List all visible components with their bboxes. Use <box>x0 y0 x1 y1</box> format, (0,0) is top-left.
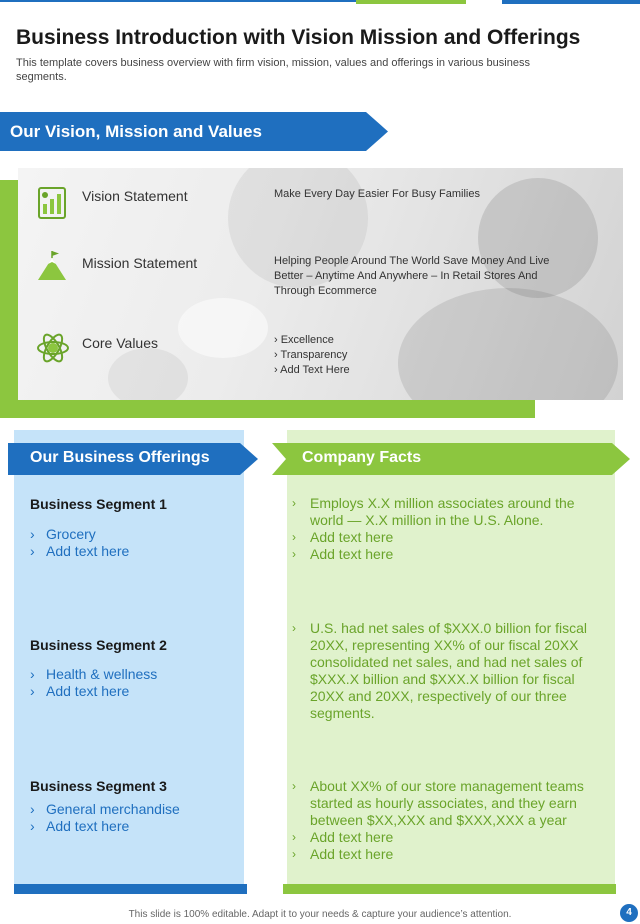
vision-label: Vision Statement <box>82 188 188 204</box>
vision-banner-label: Our Vision, Mission and Values <box>10 122 262 141</box>
page-subtitle: This template covers business overview with firm vision, mission, values and offerings in various business segments. <box>16 57 530 83</box>
chevron-right-icon: › <box>30 801 35 817</box>
fact-item: › Employs X.X million associates around the world — X.X million in the U.S. Alone. <box>292 495 575 528</box>
core-value-item: › Add Text Here <box>274 364 350 376</box>
chevron-right-icon: › <box>292 496 296 510</box>
offerings-banner-label: Our Business Offerings <box>30 449 210 466</box>
vision-banner <box>0 112 388 151</box>
vision-text: Make Every Day Easier For Busy Families <box>274 188 480 200</box>
segment-title: Business Segment 3 <box>30 778 167 794</box>
top-accent-green <box>356 0 466 4</box>
chevron-right-icon: › <box>292 621 296 635</box>
mountain-flag-icon <box>36 250 70 284</box>
chevron-right-icon: › <box>292 779 296 793</box>
segment-title: Business Segment 1 <box>30 496 167 512</box>
fact-item: › Add text here <box>292 529 394 545</box>
facts-bottom-bar <box>283 884 616 894</box>
chevron-right-icon: › <box>30 818 35 834</box>
mission-label: Mission Statement <box>82 255 198 271</box>
fact-item: › About XX% of our store management teams started as hourly associates, and they earn between $XX,XXX and $XXX,XXX a year <box>292 778 584 828</box>
mission-text: Helping People Around The World Save Money And Live Better – Anytime And Anywhere – In Retail Stores And Through Ecommerce <box>274 255 550 297</box>
offerings-bottom-bar <box>14 884 247 894</box>
fact-item: › Add text here <box>292 829 394 845</box>
chevron-right-icon: › <box>292 847 296 861</box>
core-value-item: › Excellence <box>274 334 334 346</box>
core-values-list <box>274 333 594 378</box>
segment-item: › Grocery <box>30 526 96 542</box>
chevron-right-icon: › <box>292 830 296 844</box>
chevron-right-icon: › <box>30 666 35 682</box>
core-values-label: Core Values <box>82 335 159 351</box>
vision-chart-icon <box>36 186 70 220</box>
core-value-item: › Transparency <box>274 349 348 361</box>
photo-shape <box>178 298 268 358</box>
top-accent-blue-right <box>502 0 640 4</box>
offerings-banner <box>8 443 258 475</box>
fact-item: › U.S. had net sales of $XXX.0 billion for fiscal 20XX, representing XX% of our fiscal 20XX consolidated net sales, and had net sales of $XXX.X billion and $XXX.X billion for fiscal 20XX and 20XX, respectively of our three segments. <box>292 620 588 721</box>
chevron-right-icon: › <box>292 547 296 561</box>
page-title: Business Introduction with Vision Mission and Offerings <box>16 26 581 49</box>
chevron-right-icon: › <box>292 530 296 544</box>
fact-group <box>292 620 602 722</box>
chevron-right-icon: › <box>30 683 35 699</box>
segment-item: › Add text here <box>30 818 130 834</box>
segment-item: › Health & wellness <box>30 666 158 682</box>
footer-note: This slide is 100% editable. Adapt it to your needs & capture your audience’s attention. <box>128 909 512 920</box>
photo-shape <box>108 348 188 400</box>
fact-group <box>292 778 602 863</box>
atom-gear-icon <box>36 331 70 365</box>
segment-title: Business Segment 2 <box>30 637 167 653</box>
page-number-badge: 4 <box>620 904 638 922</box>
segment-item: › Add text here <box>30 543 130 559</box>
segment-item: › General merchandise <box>30 801 180 817</box>
facts-banner <box>272 443 630 475</box>
fact-group <box>292 495 602 563</box>
chevron-right-icon: › <box>30 543 35 559</box>
segment-item: › Add text here <box>30 683 130 699</box>
fact-item: › Add text here <box>292 546 394 562</box>
chevron-right-icon: › <box>30 526 35 542</box>
fact-item: › Add text here <box>292 846 394 862</box>
top-accent-blue <box>0 0 356 2</box>
facts-banner-label: Company Facts <box>302 449 422 466</box>
